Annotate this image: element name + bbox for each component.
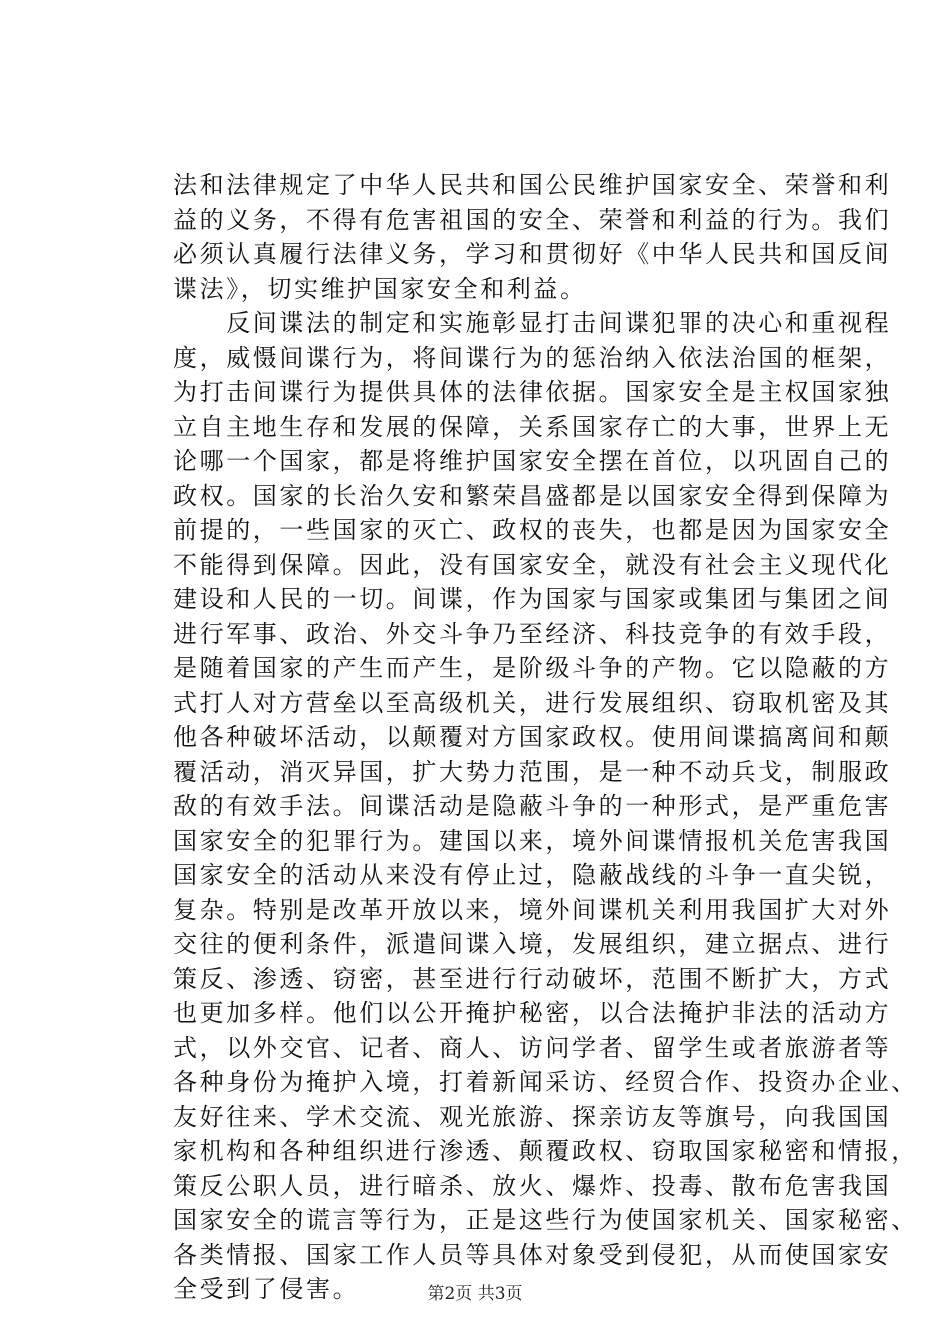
text-line: 是随着国家的产生而产生，是阶级斗争的产物。它以隐蔽的方 bbox=[173, 654, 892, 682]
text-line: 覆活动，消灭异国，扩大势力范围，是一种不动兵戈，制服政 bbox=[173, 757, 892, 786]
text-line: 各类情报、国家工作人员等具体对象受到侵犯，从而使国家安 bbox=[173, 1240, 892, 1269]
text-line: 国家安全的活动从来没有停止过，隐蔽战线的斗争一直尖锐， bbox=[173, 861, 892, 889]
text-line: 前提的，一些国家的灭亡、政权的丧失，也都是因为国家安全 bbox=[173, 516, 892, 544]
text-line: 他各种破坏活动，以颠覆对方国家政权。使用间谍搞离间和颠 bbox=[173, 723, 892, 751]
text-line: 论哪一个国家，都是将维护国家安全摆在首位，以巩固自己的 bbox=[173, 447, 892, 475]
text-line: 策反、渗透、窃密，甚至进行行动破坏，范围不断扩大，方式 bbox=[173, 964, 892, 993]
text-line: 交往的便利条件，派遣间谍入境，发展组织，建立据点、进行 bbox=[173, 930, 892, 958]
text-line: 式，以外交官、记者、商人、访问学者、留学生或者旅游者等 bbox=[173, 1033, 892, 1062]
text-line: 国家安全的谎言等行为，正是这些行为使国家机关、国家秘密、 bbox=[173, 1206, 918, 1234]
text-line: 法和法律规定了中华人民共和国公民维护国家安全、荣誉和利 bbox=[173, 171, 892, 199]
document-body bbox=[173, 168, 918, 1307]
text-line: 全受到了侵害。 bbox=[173, 1275, 360, 1303]
text-line: 国家安全的犯罪行为。建国以来，境外间谍情报机关危害我国 bbox=[173, 826, 892, 855]
text-line: 不能得到保障。因此，没有国家安全，就没有社会主义现代化 bbox=[173, 550, 892, 579]
text-line: 政权。国家的长治久安和繁荣昌盛都是以国家安全得到保障为 bbox=[173, 481, 892, 510]
text-line: 反间谍法的制定和实施彰显打击间谍犯罪的决心和重视程 bbox=[173, 309, 892, 337]
text-line: 家机构和各种组织进行渗透、颠覆政权、窃取国家秘密和情报， bbox=[173, 1137, 918, 1165]
text-line: 策反公职人员，进行暗杀、放火、爆炸、投毒、散布危害我国 bbox=[173, 1171, 892, 1200]
text-line: 友好往来、学术交流、观光旅游、探亲访友等旗号，向我国国 bbox=[173, 1102, 892, 1131]
text-line: 立自主地生存和发展的保障，关系国家存亡的大事，世界上无 bbox=[173, 412, 892, 441]
text-line: 式打人对方营垒以至高级机关，进行发展组织、窃取机密及其 bbox=[173, 688, 892, 717]
text-line: 也更加多样。他们以公开掩护秘密，以合法掩护非法的活动方 bbox=[173, 999, 892, 1027]
text-line: 各种身份为掩护入境，打着新闻采访、经贸合作、投资办企业、 bbox=[173, 1068, 918, 1096]
text-line: 必须认真履行法律义务，学习和贯彻好《中华人民共和国反间 bbox=[173, 240, 892, 268]
text-line: 敌的有效手法。间谍活动是隐蔽斗争的一种形式，是严重危害 bbox=[173, 792, 892, 820]
text-line: 进行军事、政治、外交斗争乃至经济、科技竞争的有效手段， bbox=[173, 619, 892, 648]
text-line: 复杂。特别是改革开放以来，境外间谍机关利用我国扩大对外 bbox=[173, 895, 892, 924]
text-line: 度，威慑间谍行为，将间谍行为的惩治纳入依法治国的框架， bbox=[173, 343, 892, 372]
text-line: 谍法》，切实维护国家安全和利益。 bbox=[173, 274, 587, 303]
text-line: 益的义务，不得有危害祖国的安全、荣誉和利益的行为。我们 bbox=[173, 205, 892, 234]
text-line: 为打击间谍行为提供具体的法律依据。国家安全是主权国家独 bbox=[173, 378, 892, 406]
text-line: 建设和人民的一切。间谍，作为国家与国家或集团与集团之间 bbox=[173, 585, 892, 613]
page-number-footer: 第2页 共3页 bbox=[427, 1284, 523, 1304]
